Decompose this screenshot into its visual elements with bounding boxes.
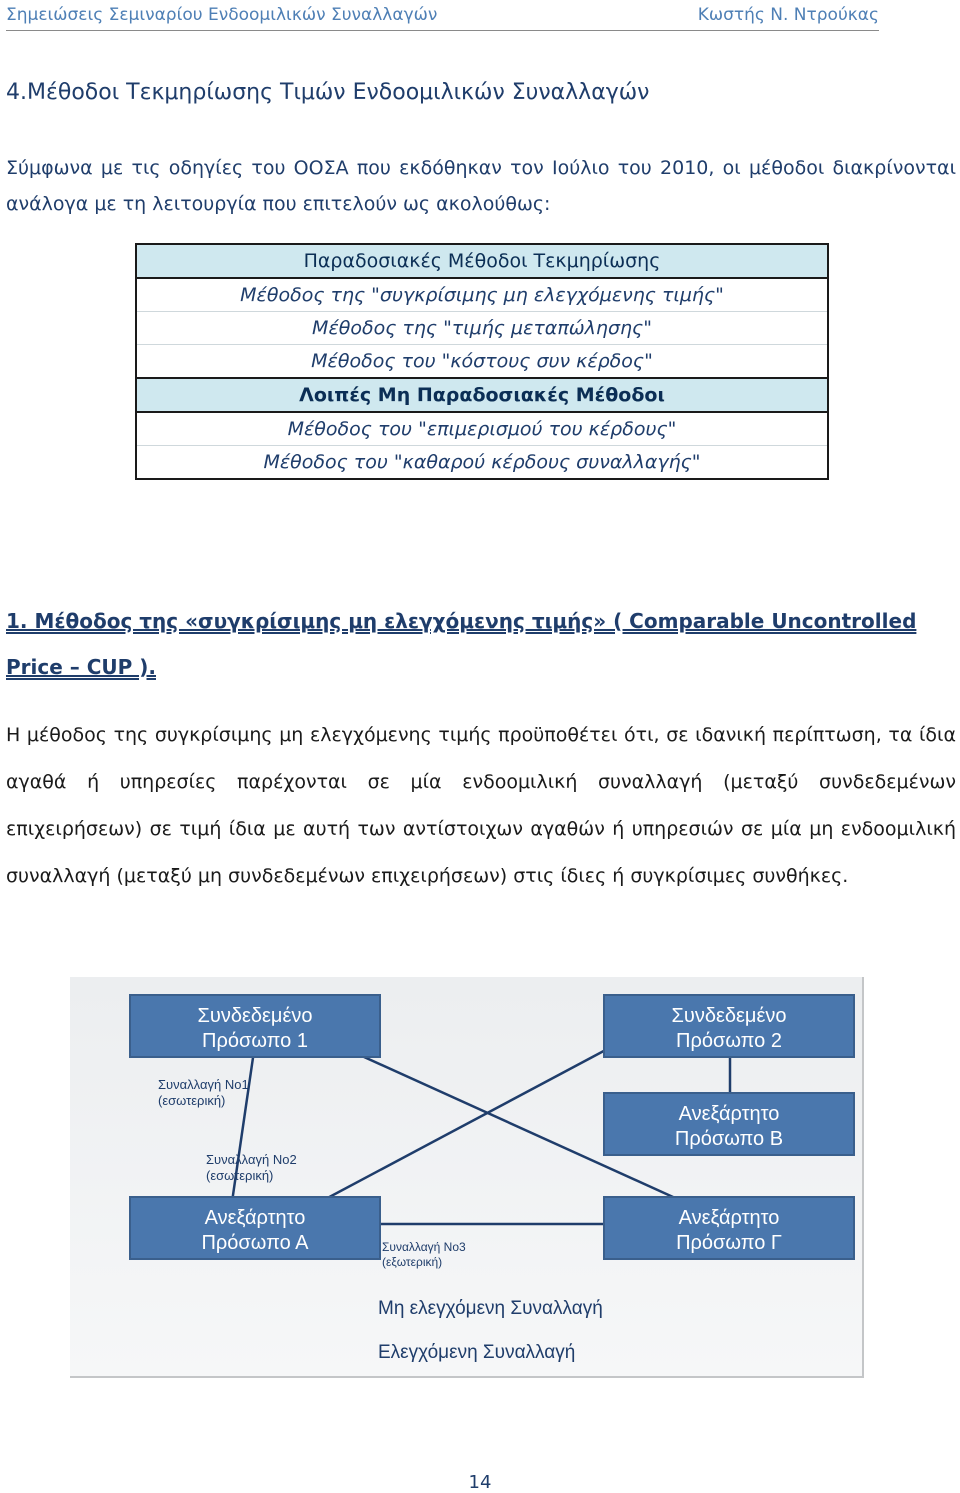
legend-controlled [378,1342,575,1363]
transaction-diagram [70,977,864,1378]
legend-uncontrolled [378,1298,603,1319]
header-author: Κωστής Ν. Ντρούκας [697,5,879,25]
svg-text:Συναλλαγή Νο3: Συναλλαγή Νο3 [382,1240,466,1254]
box-independent-person-b [604,1093,854,1155]
intro-paragraph: Σύμφωνα με τις οδηγίες του ΟΟΣΑ που εκδόθηκαν τον Ιούλιο του 2010, οι μέθοδοι διακρίνονται ανάλογα με τη λειτουργία που επιτελούν ως ακολούθως: [6,157,956,215]
other-methods-header: Λοιπές Μη Παραδοσιακές Μέθοδοι [136,378,828,412]
method-item: Μέθοδος του "κόστους συν κέρδος" [136,345,828,379]
method-item: Μέθοδος της "τιμής μεταπώλησης" [136,312,828,345]
svg-text:Συναλλαγή Νο1: Συναλλαγή Νο1 [158,1077,249,1092]
chapter-heading: 4.Μέθοδοι Τεκμηρίωσης Τιμών Ενδοομιλικών Συναλλαγών [6,80,650,105]
svg-text:Πρόσωπο 1: Πρόσωπο 1 [202,1030,308,1052]
svg-text:Ελεγχόμενη Συναλλαγή: Ελεγχόμενη Συναλλαγή [378,1342,576,1363]
svg-text:Πρόσωπο 2: Πρόσωπο 2 [676,1030,782,1052]
section-title: 1. Μέθοδος της «συγκρίσιμης μη ελεγχόμενης τιμής» ( Comparable Uncontrolled Price – CUP ). [6,609,917,679]
page-number: 14 [468,1472,492,1493]
svg-text:Ανεξάρτητο: Ανεξάρτητο [204,1207,306,1229]
svg-text:Ανεξάρτητο: Ανεξάρτητο [678,1207,780,1229]
page-header [6,2,879,31]
svg-text:Πρόσωπο Α: Πρόσωπο Α [201,1232,309,1254]
svg-text:(εξωτερική): (εξωτερική) [382,1255,443,1269]
svg-text:Συναλλαγή Νο2: Συναλλαγή Νο2 [206,1152,297,1167]
box-related-person-2 [604,995,854,1057]
svg-text:(εσωτερική): (εσωτερική) [206,1168,274,1183]
cup-paragraph: Η μέθοδος της συγκρίσιμης μη ελεγχόμενης τιμής προϋποθέτει ότι, σε ιδανική περίπτωση, τα ίδια αγαθά ή υπηρεσίες παρέχονται σε μία ενδοομιλική συναλλαγή (μεταξύ συνδεδεμένων επιχειρήσεων) σε τιμή ίδια με αυτή των αντίστοιχων αγαθών ή υπηρεσιών σε μία μη ενδοομιλική συναλλαγή (μεταξύ μη συνδεδεμένων επιχειρήσεων) στις ίδιες ή συγκρίσιμες συνθήκες. [6,724,956,887]
svg-text:Ανεξάρτητο: Ανεξάρτητο [678,1103,780,1125]
box-independent-person-g [604,1197,854,1259]
svg-text:(εσωτερική): (εσωτερική) [158,1093,226,1108]
traditional-methods-header: Παραδοσιακές Μέθοδοι Τεκμηρίωσης [136,244,828,278]
method-item: Μέθοδος του "επιμερισμού του κέρδους" [136,412,828,446]
svg-text:Συνδεδεμένο: Συνδεδεμένο [671,1005,787,1027]
header-left-title: Σημειώσεις Σεμιναρίου Ενδοομιλικών Συναλλαγών [6,5,438,25]
svg-text:Πρόσωπο Γ: Πρόσωπο Γ [676,1232,782,1254]
box-independent-person-a [130,1197,380,1259]
methods-table [135,243,829,480]
svg-text:Μη ελεγχόμενη Συναλλαγή: Μη ελεγχόμενη Συναλλαγή [378,1298,603,1319]
diagram-canvas [70,977,862,1376]
box-related-person-1 [130,995,380,1057]
svg-text:Συνδεδεμένο: Συνδεδεμένο [197,1005,313,1027]
svg-text:Πρόσωπο Β: Πρόσωπο Β [674,1128,784,1150]
method-item: Μέθοδος του "καθαρού κέρδους συναλλαγής" [136,446,828,480]
method-item: Μέθοδος της "συγκρίσιμης μη ελεγχόμενης τιμής" [136,278,828,312]
